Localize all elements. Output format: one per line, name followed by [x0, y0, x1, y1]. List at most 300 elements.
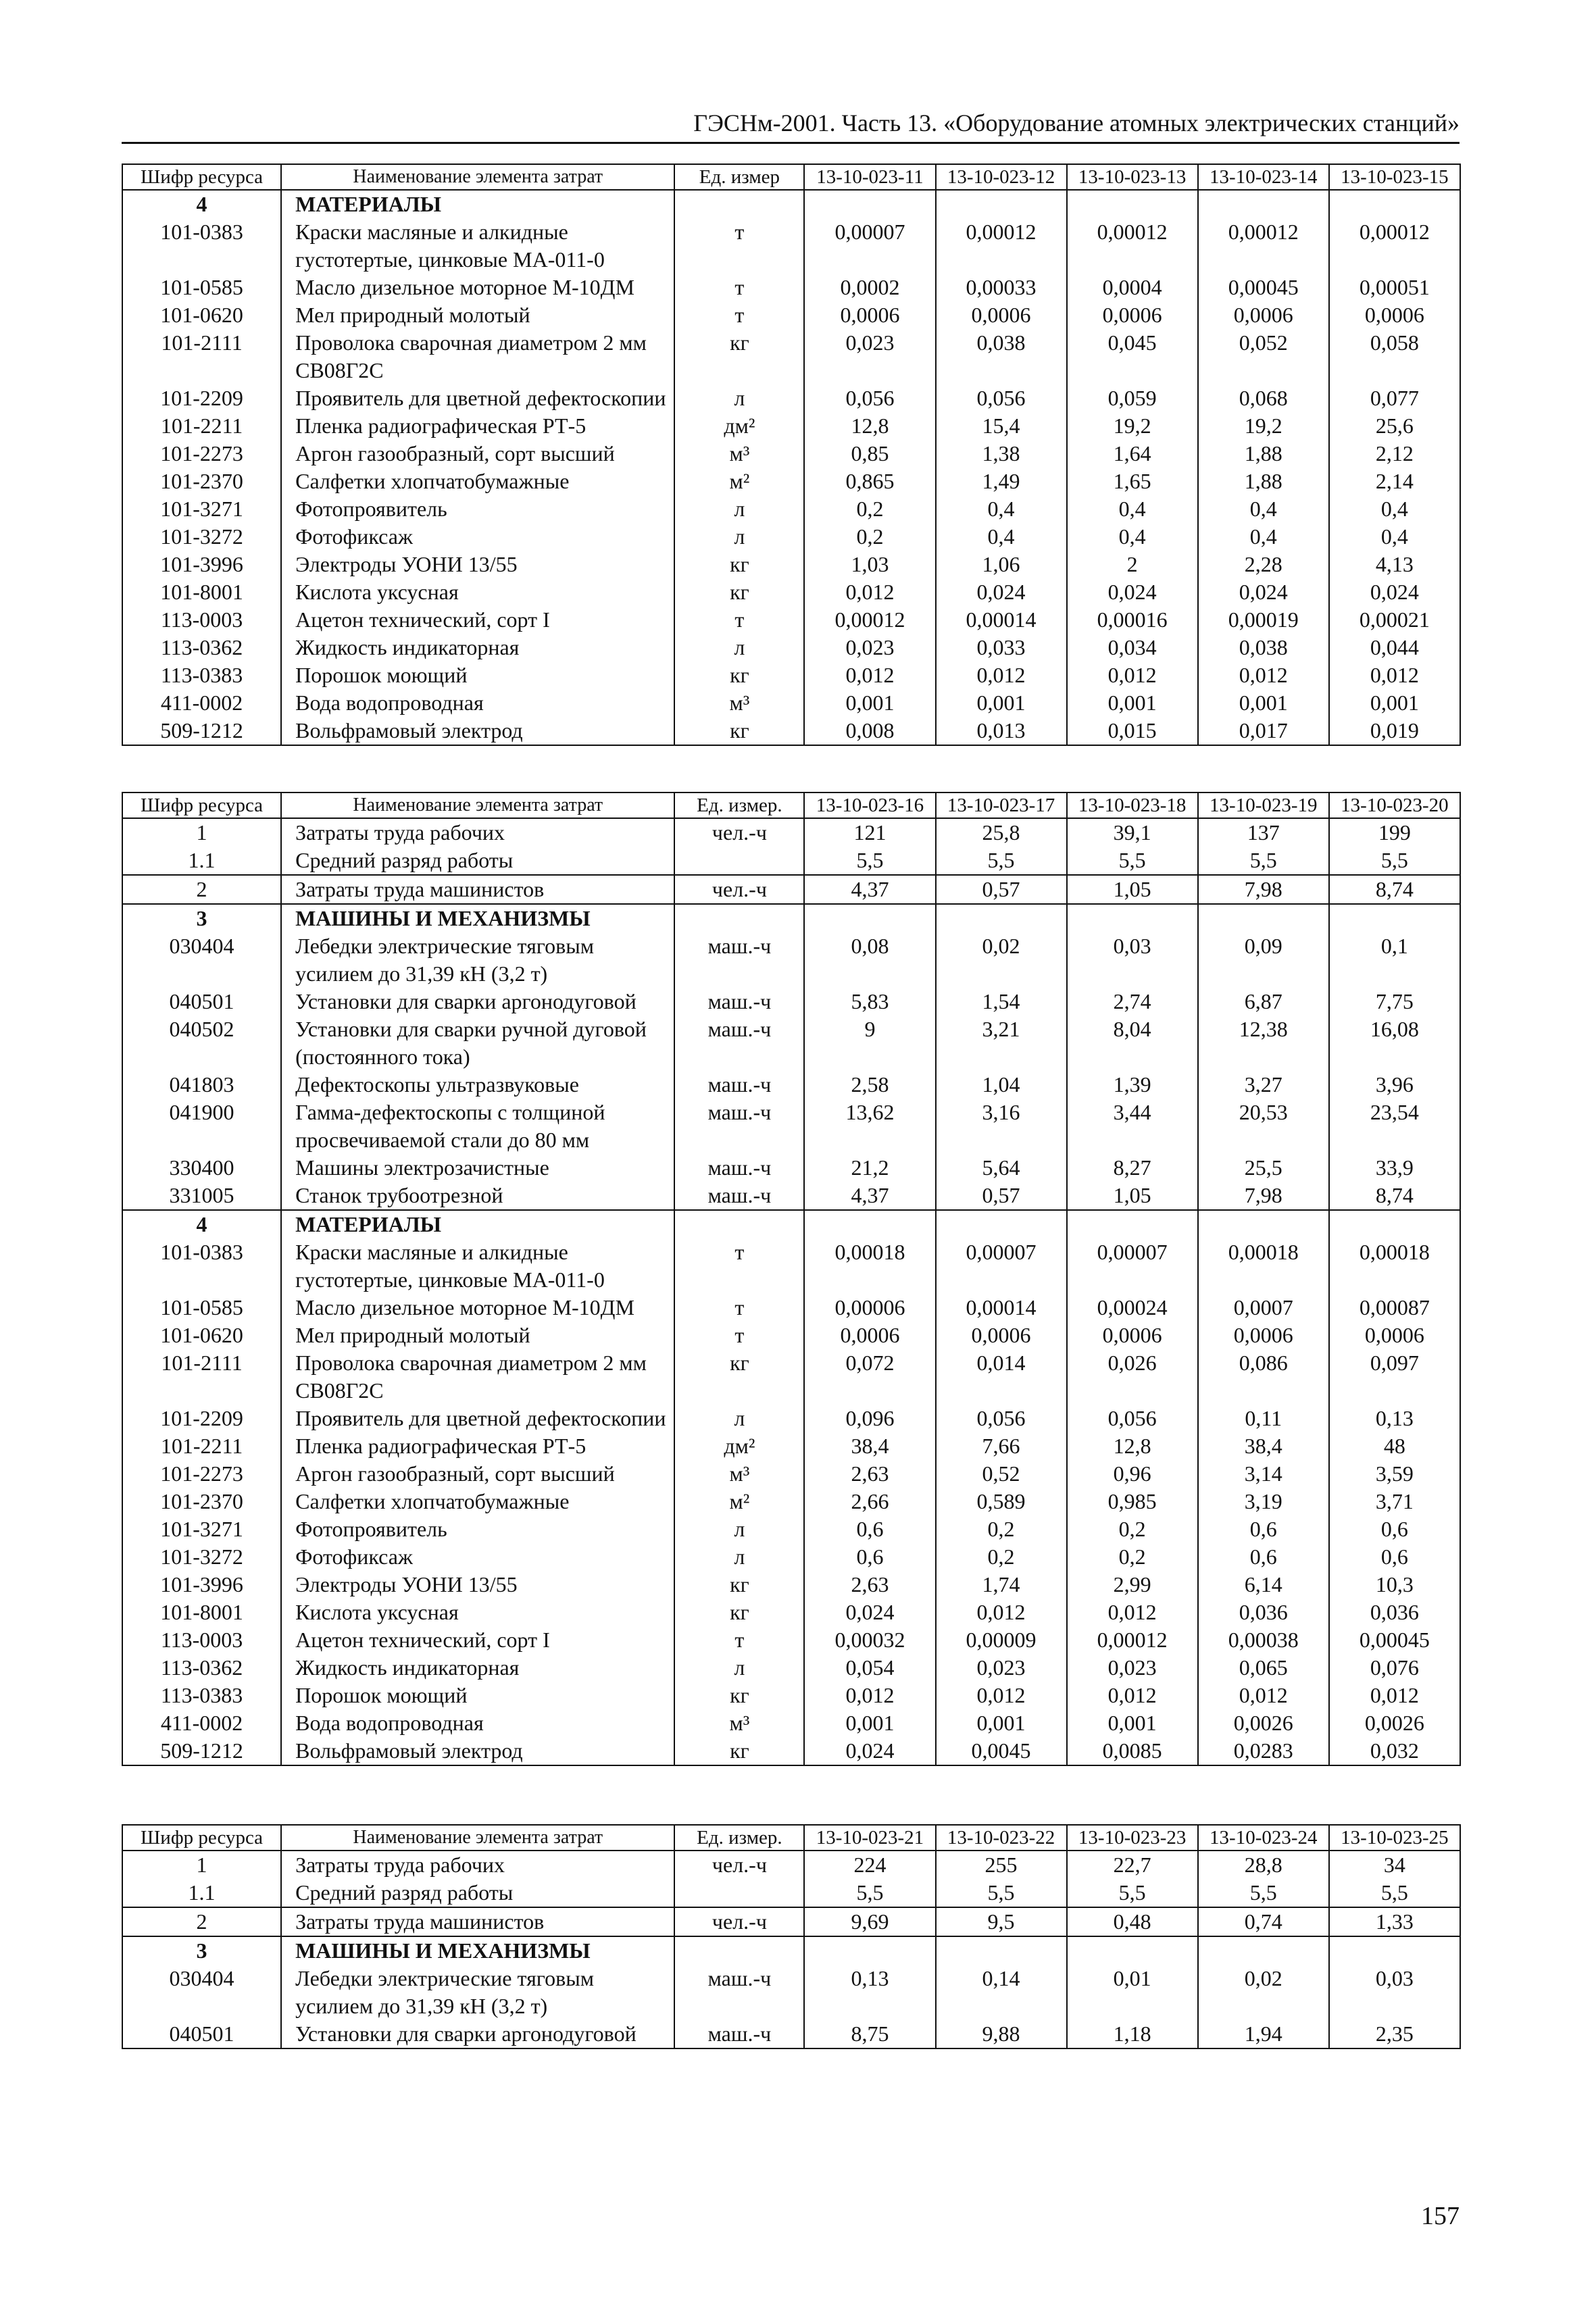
value-cell: 2,66: [804, 1488, 935, 1515]
resource-code: 3: [122, 1936, 281, 1965]
value-cell: 0,001: [936, 1709, 1067, 1737]
resource-code: 101-2211: [122, 412, 281, 440]
resource-name: Проволока сварочная диаметром 2 мм СВ08Г2С: [281, 1349, 674, 1405]
value-cell: 0,85: [804, 440, 935, 468]
table-row: [122, 1599, 1460, 1626]
table-row: [122, 1015, 1460, 1071]
value-cell: 0,024: [1067, 578, 1198, 606]
resource-name: Ацетон технический, сорт I: [281, 606, 674, 634]
table-header-row: [122, 793, 1460, 818]
value-cell: 0,00012: [1329, 218, 1460, 274]
table-row: [122, 1682, 1460, 1709]
unit-cell: [674, 190, 804, 218]
unit-cell: [674, 904, 804, 932]
value-cell: 3,71: [1329, 1488, 1460, 1515]
resource-name: МАШИНЫ И МЕХАНИЗМЫ: [281, 904, 674, 932]
value-cell: 0,0006: [1329, 1322, 1460, 1349]
section-row: [122, 190, 1460, 218]
unit-cell: [674, 847, 804, 875]
value-cell: 12,8: [1067, 1432, 1198, 1460]
table-row: [122, 847, 1460, 875]
value-cell: 5,5: [804, 847, 935, 875]
unit-cell: кг: [674, 717, 804, 745]
resource-name: Установки для сварки аргонодуговой: [281, 988, 674, 1015]
value-cell: 5,5: [936, 1879, 1067, 1907]
table-row: [122, 1349, 1460, 1405]
value-cell: 38,4: [804, 1432, 935, 1460]
value-cell: 0,02: [936, 932, 1067, 988]
resource-name: Кислота уксусная: [281, 1599, 674, 1626]
table-row: [122, 495, 1460, 523]
value-cell: 0,00024: [1067, 1294, 1198, 1322]
resource-name: Затраты труда машинистов: [281, 1907, 674, 1936]
resource-code: 041900: [122, 1099, 281, 1154]
value-cell: 0,0006: [1329, 301, 1460, 329]
header-norm-code: 13-10-023-14: [1198, 164, 1329, 190]
value-cell: 2: [1067, 551, 1198, 578]
value-cell: 2,74: [1067, 988, 1198, 1015]
value-cell: 1,05: [1067, 1182, 1198, 1210]
value-cell: 0,00018: [1198, 1238, 1329, 1294]
value-cell: 0,74: [1198, 1907, 1329, 1936]
value-cell: 0,033: [936, 634, 1067, 661]
value-cell: 0,57: [936, 875, 1067, 904]
table-row: [122, 1879, 1460, 1907]
resource-name: Пленка радиографическая РТ-5: [281, 412, 674, 440]
header-norm-code: 13-10-023-23: [1067, 1825, 1198, 1851]
resource-name: Краски масляные и алкидные густотертые, цинковые МА-011-0: [281, 218, 674, 274]
table-row: [122, 1460, 1460, 1488]
value-cell: 0,096: [804, 1405, 935, 1432]
value-cell: 0,001: [1329, 689, 1460, 717]
resource-code: 330400: [122, 1154, 281, 1182]
header-norm-code: 13-10-023-18: [1067, 793, 1198, 818]
value-cell: 0,4: [1067, 495, 1198, 523]
value-cell: 0,056: [936, 384, 1067, 412]
value-cell: 0,00016: [1067, 606, 1198, 634]
unit-cell: маш.-ч: [674, 1071, 804, 1099]
value-cell: 25,6: [1329, 412, 1460, 440]
value-cell: 0,00007: [804, 218, 935, 274]
value-cell: 199: [1329, 818, 1460, 847]
value-cell: 0,023: [1067, 1654, 1198, 1682]
value-cell: 0,012: [936, 661, 1067, 689]
value-cell: 10,3: [1329, 1571, 1460, 1599]
value-cell: 0,00009: [936, 1626, 1067, 1654]
resource-name: Установки для сварки ручной дуговой (постоянного тока): [281, 1015, 674, 1071]
value-cell: 8,27: [1067, 1154, 1198, 1182]
unit-cell: маш.-ч: [674, 1015, 804, 1071]
table-row: [122, 523, 1460, 551]
value-cell: 3,19: [1198, 1488, 1329, 1515]
value-cell: 121: [804, 818, 935, 847]
header-norm-code: 13-10-023-22: [936, 1825, 1067, 1851]
resource-table-2: [122, 792, 1461, 1766]
value-cell: 0,00012: [936, 218, 1067, 274]
resource-name: Затраты труда рабочих: [281, 1851, 674, 1879]
resource-name: Аргон газообразный, сорт высший: [281, 440, 674, 468]
value-cell: 9,69: [804, 1907, 935, 1936]
table-row: [122, 689, 1460, 717]
header-norm-code: 13-10-023-20: [1329, 793, 1460, 818]
value-cell: 48: [1329, 1432, 1460, 1460]
resource-code: 101-3272: [122, 523, 281, 551]
resource-code: 1.1: [122, 847, 281, 875]
table-row: [122, 1432, 1460, 1460]
value-cell: 0,4: [1198, 523, 1329, 551]
value-cell: [1329, 1936, 1460, 1965]
value-cell: 0,0026: [1198, 1709, 1329, 1737]
value-cell: 12,8: [804, 412, 935, 440]
resource-code: 040501: [122, 2020, 281, 2048]
resource-code: 030404: [122, 932, 281, 988]
unit-cell: т: [674, 1322, 804, 1349]
header-norm-code: 13-10-023-12: [936, 164, 1067, 190]
value-cell: 0,2: [804, 523, 935, 551]
value-cell: 0,012: [1067, 1599, 1198, 1626]
table-row: [122, 412, 1460, 440]
value-cell: 13,62: [804, 1099, 935, 1154]
value-cell: 2,99: [1067, 1571, 1198, 1599]
value-cell: 0,00012: [1198, 218, 1329, 274]
value-cell: 1,06: [936, 551, 1067, 578]
value-cell: 0,02: [1198, 1965, 1329, 2020]
unit-cell: л: [674, 1654, 804, 1682]
resource-code: 040501: [122, 988, 281, 1015]
value-cell: 0,6: [1198, 1515, 1329, 1543]
value-cell: 8,04: [1067, 1015, 1198, 1071]
value-cell: 25,8: [936, 818, 1067, 847]
unit-cell: маш.-ч: [674, 932, 804, 988]
resource-code: 113-0383: [122, 1682, 281, 1709]
value-cell: 0,038: [1198, 634, 1329, 661]
resource-code: 101-3271: [122, 1515, 281, 1543]
value-cell: 3,96: [1329, 1071, 1460, 1099]
resource-code: 113-0383: [122, 661, 281, 689]
value-cell: 0,4: [936, 495, 1067, 523]
value-cell: 0,4: [1329, 495, 1460, 523]
value-cell: 0,00038: [1198, 1626, 1329, 1654]
resource-code: 101-2273: [122, 1460, 281, 1488]
resource-code: 3: [122, 904, 281, 932]
header-norm-code: 13-10-023-17: [936, 793, 1067, 818]
unit-cell: кг: [674, 1737, 804, 1765]
value-cell: 0,038: [936, 329, 1067, 384]
value-cell: 0,00012: [1067, 1626, 1198, 1654]
unit-cell: маш.-ч: [674, 2020, 804, 2048]
resource-code: 040502: [122, 1015, 281, 1071]
value-cell: [1067, 1210, 1198, 1238]
resource-name: Машины электрозачистные: [281, 1154, 674, 1182]
value-cell: 5,5: [1198, 847, 1329, 875]
value-cell: 0,2: [804, 495, 935, 523]
value-cell: 0,00007: [1067, 1238, 1198, 1294]
value-cell: 0,077: [1329, 384, 1460, 412]
value-cell: 23,54: [1329, 1099, 1460, 1154]
resource-name: Пленка радиографическая РТ-5: [281, 1432, 674, 1460]
value-cell: 0,012: [1329, 1682, 1460, 1709]
value-cell: 2,12: [1329, 440, 1460, 468]
value-cell: 0,012: [1067, 1682, 1198, 1709]
value-cell: 1,33: [1329, 1907, 1460, 1936]
table-row: [122, 1626, 1460, 1654]
value-cell: 0,008: [804, 717, 935, 745]
value-cell: 0,013: [936, 717, 1067, 745]
value-cell: 0,00012: [804, 606, 935, 634]
resource-name: МАТЕРИАЛЫ: [281, 190, 674, 218]
value-cell: 0,4: [1067, 523, 1198, 551]
resource-name: Фотопроявитель: [281, 1515, 674, 1543]
value-cell: 0,52: [936, 1460, 1067, 1488]
value-cell: 6,14: [1198, 1571, 1329, 1599]
value-cell: 0,001: [1067, 1709, 1198, 1737]
unit-cell: м²: [674, 468, 804, 495]
value-cell: [936, 190, 1067, 218]
value-cell: 5,5: [1067, 1879, 1198, 1907]
table-row: [122, 1488, 1460, 1515]
value-cell: 3,59: [1329, 1460, 1460, 1488]
value-cell: 0,0085: [1067, 1737, 1198, 1765]
value-cell: 19,2: [1198, 412, 1329, 440]
value-cell: 255: [936, 1851, 1067, 1879]
value-cell: 0,056: [1067, 1405, 1198, 1432]
table-row: [122, 932, 1460, 988]
resource-code: 101-2273: [122, 440, 281, 468]
value-cell: 0,2: [936, 1543, 1067, 1571]
resource-name: Фотофиксаж: [281, 523, 674, 551]
table-row: [122, 1099, 1460, 1154]
table-row: [122, 1571, 1460, 1599]
value-cell: 2,58: [804, 1071, 935, 1099]
value-cell: 0,00032: [804, 1626, 935, 1654]
unit-cell: л: [674, 495, 804, 523]
header-norm-code: 13-10-023-24: [1198, 1825, 1329, 1851]
unit-cell: чел.-ч: [674, 818, 804, 847]
value-cell: 0,00014: [936, 606, 1067, 634]
unit-cell: л: [674, 634, 804, 661]
table-row: [122, 1907, 1460, 1936]
page-header: ГЭСНм-2001. Часть 13. «Оборудование атомных электрических станций»: [693, 109, 1460, 136]
value-cell: 1,64: [1067, 440, 1198, 468]
table-row: [122, 717, 1460, 745]
value-cell: 0,0283: [1198, 1737, 1329, 1765]
resource-code: 113-0003: [122, 606, 281, 634]
header-name: Наименование элемента затрат: [281, 793, 674, 818]
value-cell: 0,012: [1198, 1682, 1329, 1709]
value-cell: 0,48: [1067, 1907, 1198, 1936]
value-cell: 0,57: [936, 1182, 1067, 1210]
value-cell: 0,985: [1067, 1488, 1198, 1515]
value-cell: 0,00019: [1198, 606, 1329, 634]
value-cell: 9,88: [936, 2020, 1067, 2048]
table-row: [122, 1515, 1460, 1543]
resource-name: Дефектоскопы ультразвуковые: [281, 1071, 674, 1099]
unit-cell: чел.-ч: [674, 1851, 804, 1879]
value-cell: 0,001: [936, 689, 1067, 717]
table-row: [122, 818, 1460, 847]
value-cell: 0,072: [804, 1349, 935, 1405]
resource-code: 101-3996: [122, 551, 281, 578]
header-unit: Ед. измер.: [674, 793, 804, 818]
unit-cell: кг: [674, 578, 804, 606]
unit-cell: [674, 1936, 804, 1965]
value-cell: 0,056: [936, 1405, 1067, 1432]
value-cell: 34: [1329, 1851, 1460, 1879]
header-norm-code: 13-10-023-21: [804, 1825, 935, 1851]
value-cell: 0,023: [936, 1654, 1067, 1682]
value-cell: 5,5: [1329, 847, 1460, 875]
resource-name: Порошок моющий: [281, 661, 674, 689]
value-cell: 0,00051: [1329, 274, 1460, 301]
unit-cell: дм²: [674, 412, 804, 440]
resource-code: 331005: [122, 1182, 281, 1210]
value-cell: 5,5: [1067, 847, 1198, 875]
value-cell: 1,74: [936, 1571, 1067, 1599]
resource-code: 411-0002: [122, 689, 281, 717]
value-cell: 2,63: [804, 1460, 935, 1488]
value-cell: 0,0006: [1067, 301, 1198, 329]
resource-name: Фотопроявитель: [281, 495, 674, 523]
value-cell: 0,012: [1067, 661, 1198, 689]
unit-cell: т: [674, 606, 804, 634]
unit-cell: л: [674, 1405, 804, 1432]
value-cell: 0,019: [1329, 717, 1460, 745]
value-cell: 3,14: [1198, 1460, 1329, 1488]
resource-code: 101-2111: [122, 329, 281, 384]
value-cell: 0,00033: [936, 274, 1067, 301]
value-cell: 0,012: [804, 1682, 935, 1709]
header-unit: Ед. измер.: [674, 1825, 804, 1851]
table-row: [122, 1851, 1460, 1879]
value-cell: 0,0006: [1198, 1322, 1329, 1349]
value-cell: 0,14: [936, 1965, 1067, 2020]
resource-code: 113-0362: [122, 634, 281, 661]
value-cell: [1329, 904, 1460, 932]
section-row: [122, 1210, 1460, 1238]
unit-cell: маш.-ч: [674, 1965, 804, 2020]
value-cell: 0,015: [1067, 717, 1198, 745]
value-cell: 19,2: [1067, 412, 1198, 440]
value-cell: 0,054: [804, 1654, 935, 1682]
resource-code: 1: [122, 1851, 281, 1879]
unit-cell: л: [674, 1515, 804, 1543]
resource-name: Жидкость индикаторная: [281, 1654, 674, 1682]
value-cell: 0,865: [804, 468, 935, 495]
value-cell: 16,08: [1329, 1015, 1460, 1071]
value-cell: 0,00018: [804, 1238, 935, 1294]
table-row: [122, 1322, 1460, 1349]
value-cell: 4,37: [804, 875, 935, 904]
value-cell: 0,032: [1329, 1737, 1460, 1765]
resource-code: 411-0002: [122, 1709, 281, 1737]
value-cell: 15,4: [936, 412, 1067, 440]
value-cell: 38,4: [1198, 1432, 1329, 1460]
unit-cell: маш.-ч: [674, 988, 804, 1015]
section-row: [122, 1936, 1460, 1965]
table-row: [122, 1405, 1460, 1432]
value-cell: 0,03: [1067, 932, 1198, 988]
value-cell: 0,012: [1198, 661, 1329, 689]
header-norm-code: 13-10-023-11: [804, 164, 935, 190]
table-row: [122, 384, 1460, 412]
value-cell: 0,0045: [936, 1737, 1067, 1765]
value-cell: 3,27: [1198, 1071, 1329, 1099]
table-row: [122, 301, 1460, 329]
resource-name: Масло дизельное моторное М-10ДМ: [281, 1294, 674, 1322]
value-cell: 0,052: [1198, 329, 1329, 384]
table-row: [122, 2020, 1460, 2048]
resource-name: Краски масляные и алкидные густотертые, цинковые МА-011-0: [281, 1238, 674, 1294]
value-cell: 0,00087: [1329, 1294, 1460, 1322]
header-norm-code: 13-10-023-15: [1329, 164, 1460, 190]
table-row: [122, 218, 1460, 274]
value-cell: 0,2: [1067, 1543, 1198, 1571]
value-cell: 137: [1198, 818, 1329, 847]
table-row: [122, 1238, 1460, 1294]
value-cell: 1,49: [936, 468, 1067, 495]
header-norm-code: 13-10-023-13: [1067, 164, 1198, 190]
header-rule: [122, 142, 1460, 144]
unit-cell: дм²: [674, 1432, 804, 1460]
value-cell: [804, 1936, 935, 1965]
value-cell: 0,012: [1329, 661, 1460, 689]
value-cell: 0,13: [804, 1965, 935, 2020]
resource-code: 101-0585: [122, 1294, 281, 1322]
table-row: [122, 1737, 1460, 1765]
table-row: [122, 875, 1460, 904]
table-header-row: [122, 164, 1460, 190]
value-cell: 2,28: [1198, 551, 1329, 578]
resource-code: 030404: [122, 1965, 281, 2020]
value-cell: 0,00006: [804, 1294, 935, 1322]
resource-name: Гамма-дефектоскопы с толщиной просвечиваемой стали до 80 мм: [281, 1099, 674, 1154]
value-cell: 0,4: [936, 523, 1067, 551]
value-cell: 0,0006: [804, 301, 935, 329]
value-cell: [1198, 904, 1329, 932]
resource-table-3: [122, 1824, 1461, 2049]
unit-cell: л: [674, 523, 804, 551]
value-cell: 0,00007: [936, 1238, 1067, 1294]
value-cell: 1,94: [1198, 2020, 1329, 2048]
value-cell: 0,0006: [1067, 1322, 1198, 1349]
resource-name: Затраты труда машинистов: [281, 875, 674, 904]
resource-name: Вода водопроводная: [281, 689, 674, 717]
header-norm-code: 13-10-023-25: [1329, 1825, 1460, 1851]
resource-code: 509-1212: [122, 1737, 281, 1765]
value-cell: 8,75: [804, 2020, 935, 2048]
value-cell: 1,04: [936, 1071, 1067, 1099]
value-cell: 5,83: [804, 988, 935, 1015]
value-cell: 20,53: [1198, 1099, 1329, 1154]
table-row: [122, 329, 1460, 384]
table-row: [122, 468, 1460, 495]
value-cell: 8,74: [1329, 1182, 1460, 1210]
resource-name: Фотофиксаж: [281, 1543, 674, 1571]
resource-code: 1.1: [122, 1879, 281, 1907]
value-cell: 0,2: [936, 1515, 1067, 1543]
value-cell: 0,6: [1329, 1543, 1460, 1571]
resource-code: 101-3271: [122, 495, 281, 523]
unit-cell: кг: [674, 1349, 804, 1405]
value-cell: 33,9: [1329, 1154, 1460, 1182]
value-cell: 1,05: [1067, 875, 1198, 904]
value-cell: [1067, 1936, 1198, 1965]
value-cell: 0,001: [804, 1709, 935, 1737]
unit-cell: маш.-ч: [674, 1154, 804, 1182]
value-cell: 6,87: [1198, 988, 1329, 1015]
resource-code: 101-0383: [122, 218, 281, 274]
value-cell: 0,034: [1067, 634, 1198, 661]
